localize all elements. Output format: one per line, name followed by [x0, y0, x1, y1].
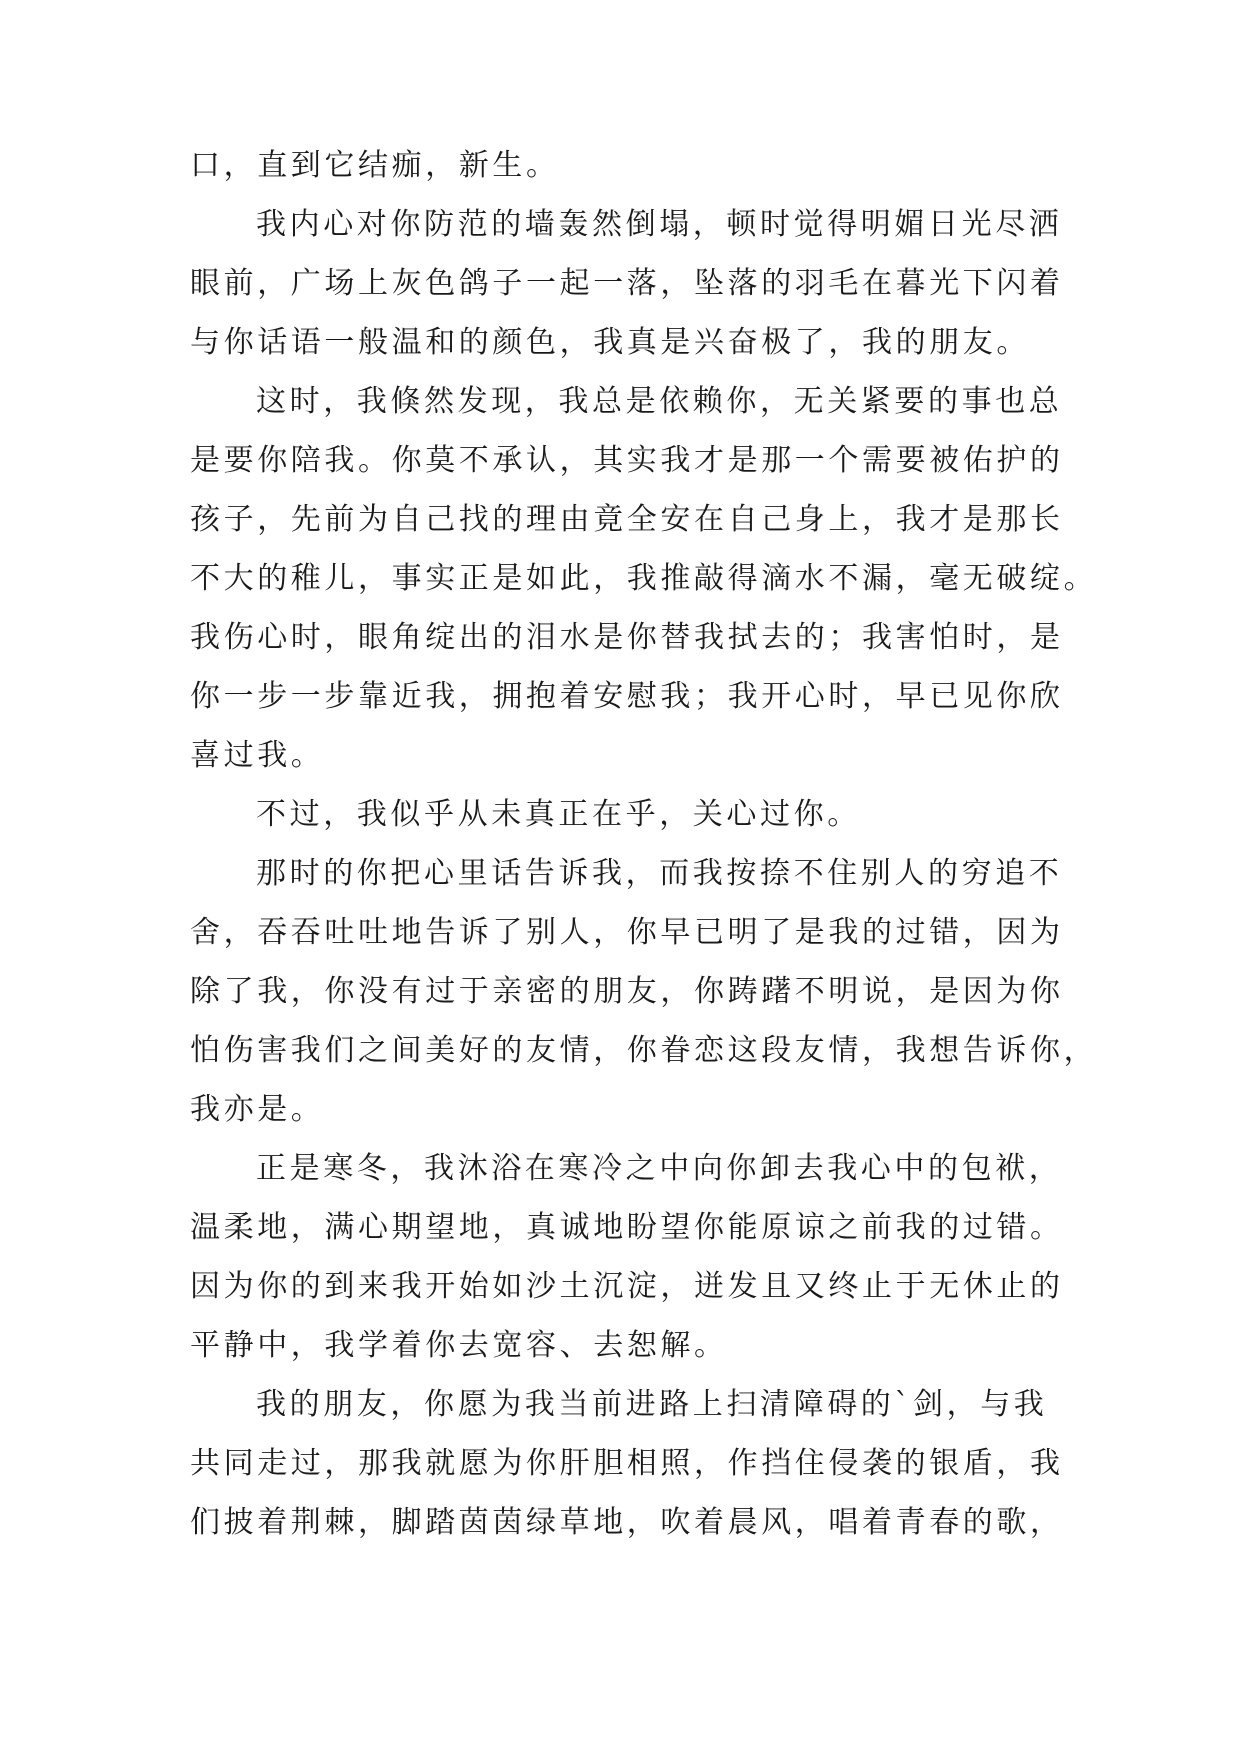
paragraph-start-line: 正是寒冬，我沐浴在寒冷之中向你卸去我心中的包袱， — [256, 1151, 1063, 1186]
text-line: 孩子，先前为自己找的理由竟全安在自己身上，我才是那长 — [190, 502, 1064, 537]
text-line: 与你话语一般温和的颜色，我真是兴奋极了，我的朋友。 — [190, 325, 1030, 360]
text-line: 我伤心时，眼角绽出的泪水是你替我拭去的；我害怕时，是 — [190, 620, 1064, 655]
text-line: 因为你的到来我开始如沙土沉淀，迸发且又终止于无休止的 — [190, 1269, 1064, 1304]
text-line: 怕伤害我们之间美好的友情，你眷恋这段友情，我想告诉你， — [190, 1033, 1098, 1068]
text-line: 们披着荆棘，脚踏茵茵绿草地，吹着晨风，唱着青春的歌， — [190, 1505, 1064, 1540]
text-line: 是要你陪我。你莫不承认，其实我才是那一个需要被佑护的 — [190, 443, 1064, 478]
text-line: 你一步一步靠近我，拥抱着安慰我；我开心时，早已见你欣 — [190, 679, 1064, 714]
text-line: 温柔地，满心期望地，真诚地盼望你能原谅之前我的过错。 — [190, 1210, 1064, 1245]
text-line: 舍，吞吞吐吐地告诉了别人，你早已明了是我的过错，因为 — [190, 915, 1064, 950]
text-line: 喜过我。 — [190, 738, 325, 773]
paragraph-start-line: 我的朋友，你愿为我当前进路上扫清障碍的`剑，与我 — [256, 1387, 1048, 1422]
paragraph-start-line: 那时的你把心里话告诉我，而我按捺不住别人的穷追不 — [256, 856, 1063, 891]
text-line: 共同走过，那我就愿为你肝胆相照，作挡住侵袭的银盾，我 — [190, 1446, 1064, 1481]
text-line: 不大的稚儿，事实正是如此，我推敲得滴水不漏，毫无破绽。 — [190, 561, 1098, 596]
text-line: 平静中，我学着你去宽容、去恕解。 — [190, 1328, 728, 1363]
paragraph-start-line: 这时，我倏然发现，我总是依赖你，无关紧要的事也总 — [256, 384, 1063, 419]
paragraph-start-line: 我内心对你防范的墙轰然倒塌，顿时觉得明媚日光尽洒 — [256, 207, 1063, 242]
text-line: 口，直到它结痂，新生。 — [190, 148, 560, 183]
text-line: 除了我，你没有过于亲密的朋友，你踌躇不明说，是因为你 — [190, 974, 1064, 1009]
text-line: 眼前，广场上灰色鸽子一起一落，坠落的羽毛在暮光下闪着 — [190, 266, 1064, 301]
paragraph-start-line: 不过，我似乎从未真正在乎，关心过你。 — [256, 797, 861, 832]
text-line: 我亦是。 — [190, 1092, 325, 1127]
